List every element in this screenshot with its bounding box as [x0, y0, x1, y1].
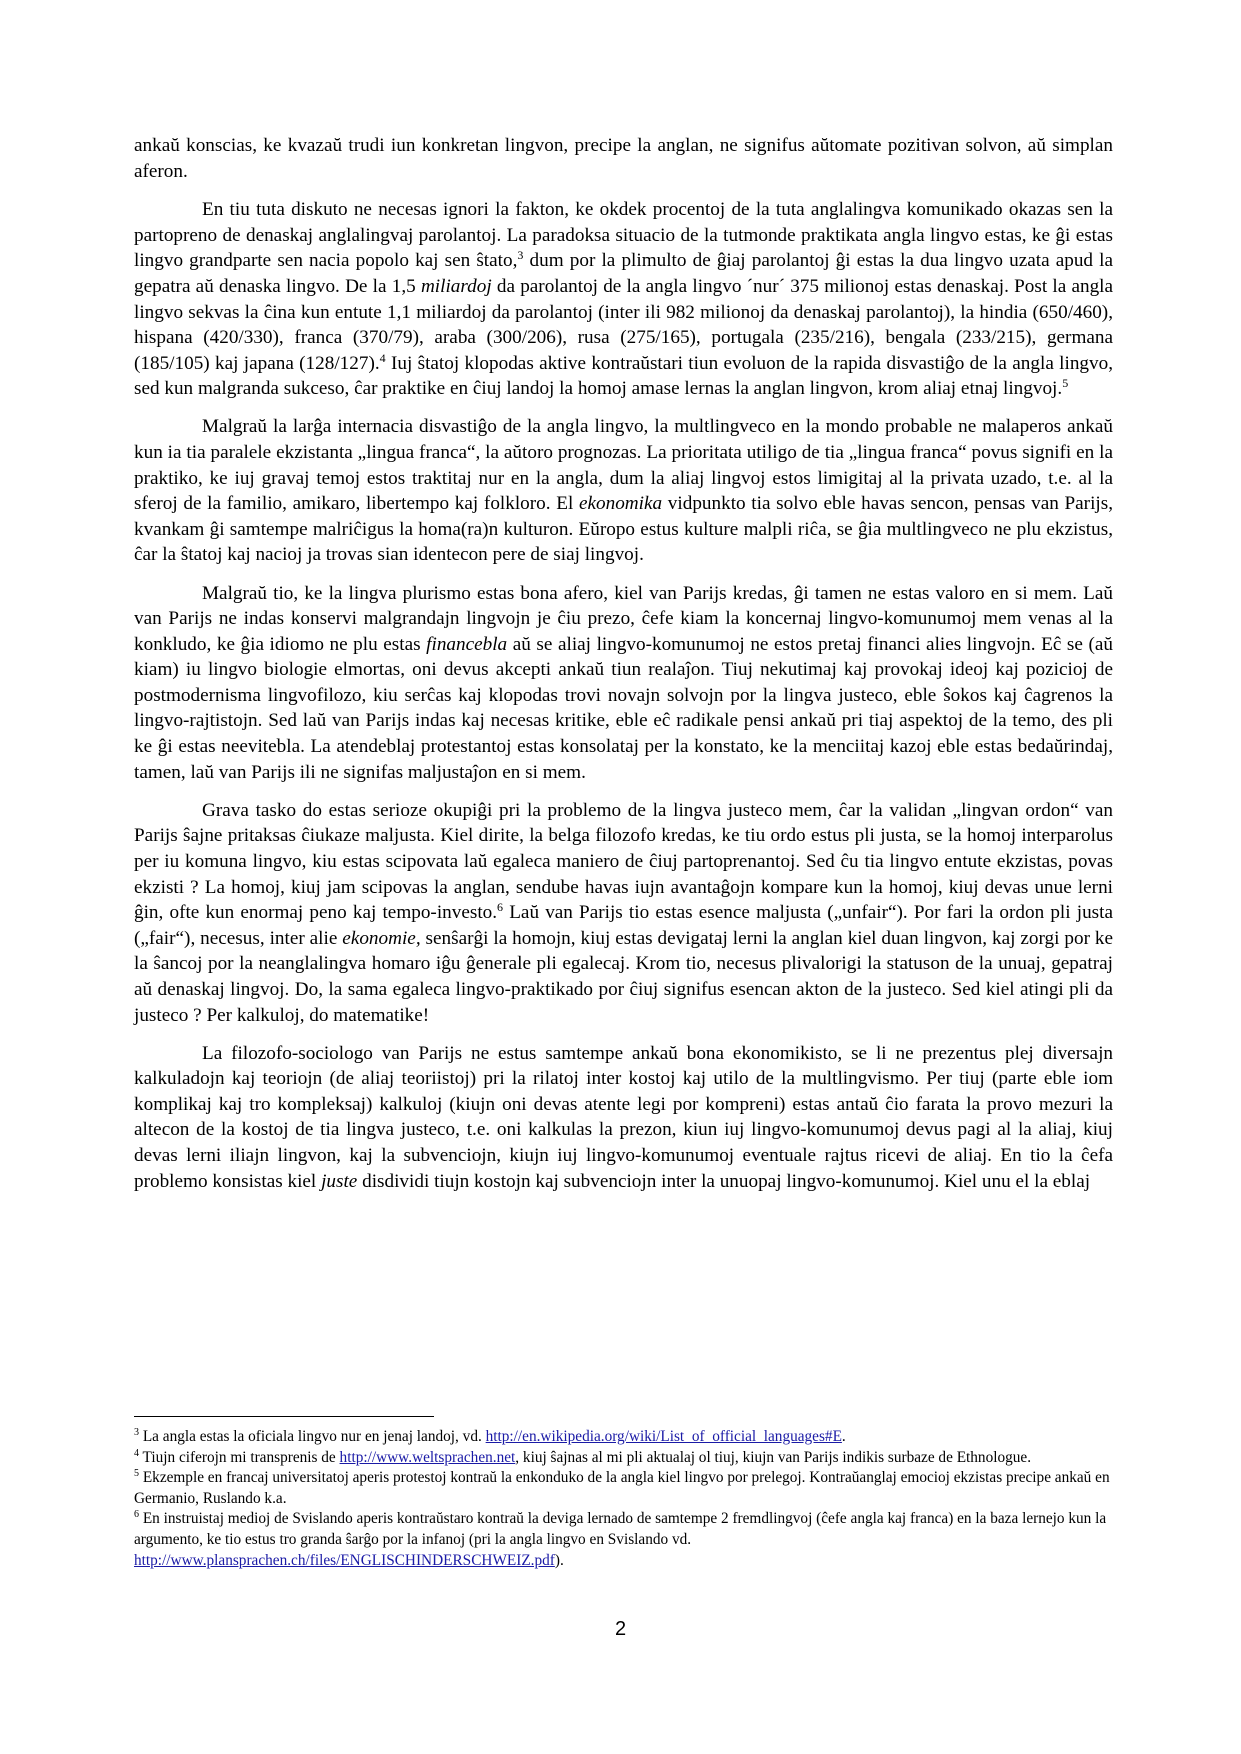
footnote: [134, 1509, 1113, 1571]
footnote-reference[interactable]: 3: [517, 248, 524, 263]
text-run: ).: [554, 1551, 564, 1569]
text-run: da parolantoj de la angla lingvo ´nur´ 375 milionoj estas denaskaj. Post la angla lingvo sekvas la ĉina kun entute 1,1 miliardoj da parolantoj (inter ili 982 milionoj da denaskaj parolantoj), la hindia (650/460), hispana (420/330), franca (370/79), araba (300/206), rusa (275/165), portugala (235/216), bengala (233/215), germana (185/105) kaj japana (128/127).: [134, 275, 1114, 374]
text-run: Iuj ŝtatoj klopodas aktive kontraŭstari tiun evoluon de la rapida disvastiĝo de la angla lingvo, sed kun malgranda sukceso, ĉar praktike en ĉiuj landoj la homoj amase lernas la anglan lingvon, krom aliaj etnaj lingvoj.: [134, 352, 1113, 400]
paragraph: [134, 414, 1113, 568]
text-run: En instruistaj medioj de Svislando aperis kontraŭstaro kontraŭ la deviga lernado de samtempe 2 fremdlingvoj (ĉefe angla kaj franca) en la baza lernejo kun la argumento, ke tio estus tro granda ŝarĝo por la infanoj (pri la angla lingvo en Svislando vd.: [134, 1510, 1107, 1548]
footnotes: [134, 1427, 1113, 1571]
italic-text: ekonomie,: [342, 927, 421, 949]
text-run: , kiuj ŝajnas al mi pli aktualaj ol tiuj, kiujn van Parijs indikis surbaze de Ethnologue.: [515, 1448, 1032, 1466]
hyperlink[interactable]: http://www.plansprachen.ch/files/ENGLISCHINDERSCHWEIZ.pdf: [134, 1551, 555, 1569]
footnote-reference[interactable]: 6: [497, 900, 504, 915]
text-run: .: [841, 1428, 846, 1445]
text-run: En tiu tuta diskuto ne necesas ignori la fakton, ke okdek procentoj de la tuta anglalingva komunikado okazas sen la partopreno de denaskaj anglalingvaj parolantoj. La paradoksa situacio de la tutmonde praktikata angla lingvo estas, ke ĝi estas lingvo grandparte sen nacia popolo kaj sen ŝtato,: [134, 199, 1113, 272]
italic-text: financebla: [426, 633, 508, 655]
text-run: La filozofo-sociologo van Parijs ne estus samtempe ankaŭ bona ekonomikisto, se li ne prezentus plej diversajn kalkuladojn kaj teoriojn (de aliaj teoriistoj) pri la rilatoj inter kostoj kaj utilo de la multlingvismo. Per tiuj (parte eble iom komplikaj kaj tro kompleksaj) kalkuloj (kiujn oni devas atente legi por kompreni) estas antaŭ ĉio farata la provo mezuri la altecon de la kostoj de tia lingva justeco, t.e. oni kalkulas la prezon, kiun iuj lingvo-komunumoj devus pagi al la aliaj, kiuj devas lerni iliajn lingvon, kaj la subvenciojn, kiujn iuj lingvo-komunumoj eventuale rajtus ricevi de aliaj. En tio la ĉefa problemo konsistas kiel: [134, 1042, 1113, 1192]
page-number: 2: [614, 1618, 627, 1640]
text-run: Laŭ van Parijs tio estas esence maljusta („unfair“). Por fari la ordon pli justa („fair“), necesus, inter alie: [134, 902, 1113, 949]
paragraph: [134, 798, 1113, 1028]
footnote: [134, 1448, 1113, 1469]
footnote: [134, 1468, 1113, 1509]
italic-text: ekonomika: [578, 493, 663, 515]
footnote-reference[interactable]: 6: [134, 1509, 139, 1521]
footnote-separator: [134, 1416, 434, 1417]
paragraph: [134, 197, 1113, 402]
text-run: Malgraŭ la larĝa internacia disvastiĝo de la angla lingvo, la multlingveco en la mondo probable ne malaperos ankaŭ kun ia tia paralele ekzistanta „lingua franca“, la aŭtoro prognozas. La prioritata utiligo de tia „lingua franca“ povus signifi en la praktiko, ke iuj gravaj temoj estos traktitaj nur en la angla, dum la aliaj lingvoj estos limigitaj al la privata uzado, t.e. al la sferoj de la familio, amikaro, libertempo kaj folkloro. El: [134, 416, 1113, 515]
document-body: [134, 133, 1113, 1207]
footnote-reference[interactable]: 5: [1062, 376, 1069, 391]
italic-text: juste: [321, 1170, 358, 1192]
text-run: vidpunkto tia solvo eble havas sencon, pensas van Parijs, kvankam ĝi samtempe malriĉigus la homa(ra)n kulturon. Eŭropo estus kulture malpli riĉa, se ĝia multlingveco ne plu ekzistus, ĉar la ŝtatoj kaj nacioj ja trovas sian identecon pere de siaj lingvoj.: [134, 493, 1113, 566]
paragraph: [134, 1041, 1113, 1195]
text-run: Ekzemple en francaj universitatoj aperis protestoj kontraŭ la enkonduko de la angla kiel lingvo por prelegoj. Kontraŭanglaj emocioj ekzistas precipe ankaŭ en Germanio, Ruslando k.a.: [134, 1469, 1110, 1507]
text-run: La angla estas la oficiala lingvo nur en jenaj landoj, vd.: [139, 1428, 486, 1445]
italic-text: miliardoj: [420, 275, 492, 297]
footnote-reference[interactable]: 4: [379, 350, 386, 365]
footnote-reference[interactable]: 4: [134, 1447, 139, 1459]
paragraph: [134, 133, 1113, 184]
paragraph: [134, 581, 1113, 786]
text-run: disdividi tiujn kostojn kaj subvenciojn inter la unuopaj lingvo-komunumoj. Kiel unu el la eblaj: [357, 1170, 1091, 1192]
footnote: [134, 1427, 1113, 1448]
text-run: Grava tasko do estas serioze okupiĝi pri la problemo de la lingva justeco mem, ĉar la validan „lingvan ordon“ van Parijs ŝajne pritaksas ĉiukaze maljusta. Kiel dirite, la belga filozofo kredas, ke tiu ordo estus pli justa, se la homoj interparolus per iu komuna lingvo, kiu estas scipovata laŭ egaleca maniero de ĉiuj partoprenantoj. Sed ĉu tia lingvo entute ekzistas, povas ekzisti ? La homoj, kiuj jam scipovas la anglan, sendube havas iujn avantaĝojn kompare kun la homoj, kiuj devas unue lerni ĝin, ofte kun enormaj peno kaj tempo-investo.: [134, 799, 1113, 924]
hyperlink[interactable]: http://www.weltsprachen.net: [339, 1448, 516, 1466]
hyperlink[interactable]: http://en.wikipedia.org/wiki/List_of_official_languages#E: [485, 1428, 842, 1445]
footnote-reference[interactable]: 3: [134, 1427, 139, 1438]
text-run: Malgraŭ tio, ke la lingva plurismo estas bona afero, kiel van Parijs kredas, ĝi tamen ne estas valoro en si mem. Laŭ van Parijs ne indas konservi malgrandajn lingvojn je ĉiu prezo, ĉefe kiam la koncernaj lingvo-komunumoj mem venas al la konkludo, ke ĝia idiomo ne plu estas: [134, 582, 1113, 655]
text-run: ankaŭ konscias, ke kvazaŭ trudi iun konkretan lingvon, precipe la anglan, ne signifus aŭtomate pozitivan solvon, aŭ simplan aferon.: [134, 135, 1113, 182]
text-run: Tiujn ciferojn mi transprenis de: [139, 1448, 340, 1466]
text-run: dum por la plimulto de ĝiaj parolantoj ĝi estas la dua lingvo uzata apud la gepatra aŭ denaska lingvo. De la 1,5: [134, 250, 1113, 297]
footnote-reference[interactable]: 5: [134, 1468, 139, 1480]
text-run: aŭ se aliaj lingvo-komunumoj ne estos pretaj financi alies lingvojn. Eĉ se (aŭ kiam) iu lingvo biologie elmortas, oni devus akcepti ankaŭ tiun realaĵon. Tiuj nekutimaj kaj provokaj ideoj kaj pozicioj de postmodernisma lingvofilozo, kiu serĉas kaj klopodas trovi novajn solvojn por la lingva justeco, eble ŝokos kaj ĉagrenos la lingvo-rajtistojn. Sed laŭ van Parijs indas kaj necesas kritike, eble eĉ radikale pensi ankaŭ pri tiaj aspektoj de la temo, des pli ke ĝi estas neevitebla. La atendeblaj protestantoj estas konsolataj per la konstato, ke la menciitaj kazoj eble estas bedaŭrindaj, tamen, laŭ van Parijs ili ne signifas maljustaĵon en si mem.: [134, 633, 1113, 783]
text-run: senŝarĝi la homojn, kiuj estas devigataj lerni la anglan kiel duan lingvon, kaj zorgi por ke la ŝancoj por la neanglalingva homaro iĝu ĝenerale pli egalecaj. Krom tio, necesus plivalorigi la statuson de la unuaj, gepatraj aŭ denaskaj lingvoj. Do, la sama egaleca lingvo-praktikado por ĉiuj signifus esencan akton de la justeco. Sed kiel atingi pli da justeco ? Per kalkuloj, do matematike!: [134, 927, 1114, 1026]
